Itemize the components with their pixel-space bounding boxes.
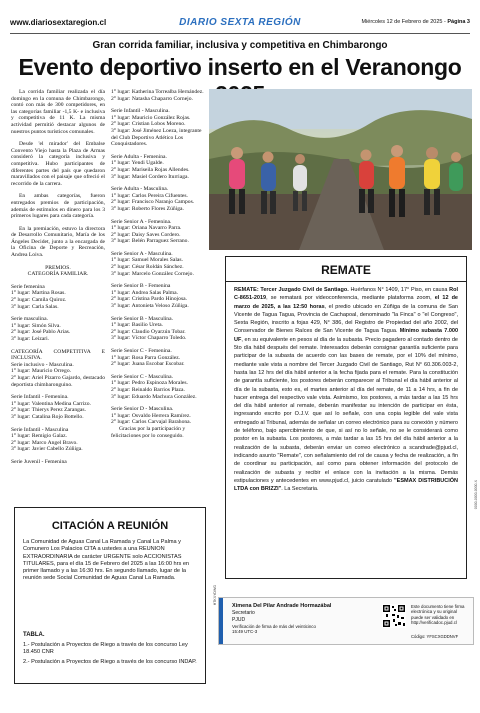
results-list: Serie Senior B - Masculina. 1° lugar: Basilio Ureta. 2° lugar: Claudio Oyarzún Tobar. 3° lugar: Víctor Chaparro Toledo.: [111, 315, 187, 342]
newspaper-brand: DIARIO SEXTA REGIÓN: [179, 16, 301, 28]
results-list: Serie Senior A - Femenina. 1° lugar: Oriana Navarro Parra. 2° lugar: Daisy Saves Cordero. 3° lugar: Belén Parraguez Serrano.: [111, 218, 189, 245]
citacion-tabla-heading: TABLA.: [23, 632, 45, 638]
signature-accent: [219, 598, 223, 644]
remate-body: REMATE: Tercer Juzgado Civil de Santiago. Huérfanos N° 1409, 17° Piso, en causa Rol C-8651-2019, se rematará por videoconferencia, mediante plataforma zoom, el 12 de marzo de 2025, a las 12:50 horas, el predio ubicado en Zúñiga de la comuna de San Vicente de Tagua Tagua, Provincia de Cachapoal, denominado "la Finca" o "el Congreso", Sexta Región, inscrito a fojas 429, N° 386, del Registro de Propiedad del año 2002, del Conservador de Bienes Raíces de San Vicente de Tagua Tagua. Mínimo subasta 7.000 UF, en su equivalente en pesos al día de la subasta. Precio pagadero al contado dentro de 5to día hábil después del remate. Interesados deberán consignar garantía suficiente para participar de la subasta de acuerdo con las bases de remate, por el 10% del mínimo, mediante vale vista a nombre del Tercer Juzgado Civil de Santiago, Rut N° 60.306.003-2, hasta las 12 hrs del día hábil anterior a la fecha fijada para el remate. Para la constitución de garantía suficiente, los postores deberán comparecer al Tribunal el día hábil anterior al día de la subasta, esto es, el martes anterior al día del remate, de 11 a 14 hrs, a fin de hacer entrega del respectivo vale vista. Asimismo, los postores, a más tardar a las 15 hrs del día hábil anterior al remate, deberán manifestar su intención de participar en ésta, ingresando escrito por O.J.V. que así lo señale, con una copia legible del vale vista entregado al Tribunal, además de señalar un correo electrónico para su conexión y número de teléfono, bajo apercibimiento de que, si así no lo señale, no se le considerará como postor en la subasta. Los postores, a más tardar a las 15 hrs del día hábil anterior a la realización de la subasta, deberán enviar un correo electrónico a scandrade@pjud.cl, indicando asunto "Remate", con señalamiento del rol de causa y fecha de realización, a fin de coordinar su participación, así como para obtener información del protocolo de realización de subasta y recibir el enlace con la invitación a la misma. Demás estipulaciones y antecedentes en www.pjud.cl, juicio caratulado "ESMAX DISTRIBUCIÓN LTDA con BRIZZI". La Secretaria.: [234, 287, 459, 493]
results-list: CATEGORÍA COMPETITIVA E INCLUSIVA. Serie inclusivo - Masculina. 1° lugar: Mauricio Orrego. 2° lugar: Ariel Pizarro Gajardo, destacado deportista chimbaronguino.: [11, 348, 105, 388]
verification-note: Este documento tiene firma electrónica y su original puede ser validado en http://verificadoc.pjud.cl: [411, 604, 465, 626]
side-code-2: HTKXYDWG: [213, 585, 217, 606]
site-url[interactable]: www.diariosextaregion.cl: [10, 17, 107, 27]
premios-heading: PREMIOS. CATEGORÍA FAMILIAR.: [27, 264, 89, 278]
header-rule: [10, 33, 470, 34]
results-list: Serie Adulta - Femenina. 1° lugar: Yendi Ugalde. 2° lugar: Mariseila Rojas Allendes. 3° lugar: Masiel Cordero Iturriaga.: [111, 153, 190, 180]
qr-code-icon[interactable]: [382, 604, 406, 628]
paragraph: La corrida familiar realizada el día domingo en la comuna de Chimbarongo, contó con más de 300 competidores, en las categorías familiar -1,5 K- e inclusiva y competitiva de 11 K. La misma actividad permitió destacar algunos de nuestros puntos turísticos comunales.: [11, 89, 105, 135]
results-list: Serie Senior D - Masculina. 1° lugar: Osvaldo Herrera Ramírez. 2° lugar: Carlos Carvajal Barahona. Gracias por la participación y felicitaciones por lo conseguido.: [111, 406, 192, 439]
citacion-notice: [14, 507, 206, 684]
article-column-1: [11, 89, 105, 472]
race-photo: [209, 89, 472, 250]
signer-org: PJUD: [232, 617, 246, 623]
agenda-item: 1.- Postulación a Proyectos de Riego a través de los concurso Ley 18.450 CNR: [23, 642, 188, 656]
results-list: Serie Infantil - Masculina 1° lugar: Remigio Galaz. 2° lugar: Marco Angel Bravo. 3° lugar: Javier Cabello Zúñiga.: [11, 426, 83, 453]
results-list: Serie Senior C - Masculina. 1° lugar: Pedro Espinoza Morales. 2° lugar: Reinaldo Barrios Plaza. 3° lugar: Eduardo Machuca González.: [111, 373, 197, 400]
results-list: Serie Senior A - Masculina. 1° lugar: Samuel Morales Salas. 2° lugar: César Roldán Sánchez. 3° lugar: Marcelo González Cornejo.: [111, 250, 194, 277]
remate-title: REMATE: [321, 263, 371, 277]
article-column-2: [111, 89, 204, 439]
side-code: 0000-0000-0000-X: [474, 480, 478, 510]
agenda-item: 2.- Postulación a Proyectos de Riego a través de los concurso INDAP.: [23, 658, 197, 665]
results-list: Serie masculina. 1° lugar: Simón Silva. 2° lugar: José Pablo Arias. 3° lugar: Leizari.: [11, 316, 71, 342]
remate-divider: [226, 281, 466, 282]
signature-stamp: Verificación de firma de más del veinticinco 15:49 UTC-3: [232, 624, 316, 634]
results-list: Serie Adulta - Masculina. 1° lugar: Carlos Pereira Cifuentes. 2° lugar: Francisco Naranjo Campos. 3° lugar: Roberto Flores Zúñiga.: [111, 186, 195, 212]
paragraph: En la premiación, estuvo la directora de Desarrollo Comunitario, María de los Ángeles Decidet, junto a la encargada de la Oficina de Deporte y Recreación, Andrea Loiva.: [11, 225, 105, 259]
remate-notice: [225, 256, 467, 579]
page-number: Página 3: [447, 19, 470, 25]
results-list: Serie Infantil - Masculina. 1° lugar: Mauricio González Rojas. 2° lugar: Cristian Lobos Moreno. 3° lugar: José Jiménez Loeza, integrante del Club Deportivo Atlético Los Conquistadores.: [111, 108, 202, 148]
remate-lead: REMATE: Tercer Juzgado Civil de Santiago.: [234, 287, 349, 293]
page-header: [10, 14, 470, 30]
signer-name: Ximena Del Pilar Andrade Hormazábal: [232, 603, 332, 609]
article-headline: Evento deportivo inserto en el Veranongo: [18, 54, 462, 80]
citacion-agenda: [23, 642, 198, 668]
results-list: Serie femenina 1° lugar: Martina Rosas. 2° lugar: Camila Quiroz. 3° lugar: Carla Salas.: [11, 283, 67, 310]
results-list: Serie Infantil - Femenina. 1° lugar: Valentina Medina Carrizo. 2° lugar: Thierys Perez Zarangas. 3° lugar: Catalina Rojo Bottello.: [11, 394, 91, 420]
results-list: Serie Juvenil - Femenina: [11, 458, 67, 465]
remate-minimo: Mínimo subasta 7.000 UF: [234, 328, 458, 343]
remate-rol: Rol C-8651-2019: [234, 287, 458, 302]
citacion-body: La Comunidad de Aguas Canal La Ramada y Canal La Palma y Comunero Los Palacios CITA a ustedes a una REUNION EXTRAORDINARIA de carácter URGENTE solo ACCIONISTAS TITULARES, para el día 15 de Febrero del 2025 a las 16:00 hrs en primer llamado y a las 16:30 hrs. En segundo llamado, lugar de la reunión sede Social Comunidad de Aguas Canal La Ramada.: [23, 539, 190, 582]
electronic-signature: [218, 597, 474, 645]
article-kicker: Gran corrida familiar, inclusiva y competitiva en Chimbarongo: [92, 40, 388, 51]
remate-fecha: el 12 de marzo de 2025, a las 12:50 horas: [234, 295, 458, 310]
citacion-title: CITACIÓN A REUNIÓN: [51, 520, 169, 532]
verification-code: Código: YFSCXGDDNVF: [411, 634, 459, 639]
issue-date: Miércoles 12 de Febrero de 2025 - Página 3: [361, 19, 470, 25]
signer-role: Secretario: [232, 610, 255, 616]
results-list: Serie Senior C - Femenina. 1° lugar: Rosa Parra González. 2° lugar: Juana Escobar Escobar.: [111, 348, 185, 368]
results-list: Serie Senior B - Femenina 1° lugar: Andrea Salas Palma. 2° lugar: Cristina Pardo Hinojosa. 3° lugar: Antonieta Veloso Zúñiga.: [111, 283, 189, 310]
remate-caratula: "ESMAX DISTRIBUCIÓN LTDA con BRIZZI": [234, 477, 459, 493]
paragraph: En ambas categorías, fueron entregados premios de participación, además de estímulos en dinero para los 3 primeros lugares para cada categoría.: [11, 193, 105, 220]
paragraph: Desde 'el mirador' del Embalse Convento Viejo hasta la Plaza de Armas consideró la categoría inclusiva y competitiva. Hubo participantes de diferentes partes del país que quedaron maravillados con el paisaje que ofreció el recorrido de la carrera.: [11, 141, 105, 187]
race-photo-illustration: [209, 89, 472, 250]
results-list: 1° lugar: Katherina Torrealba Hernández. 2° lugar: Natasha Chaparro Cornejo.: [111, 89, 204, 102]
